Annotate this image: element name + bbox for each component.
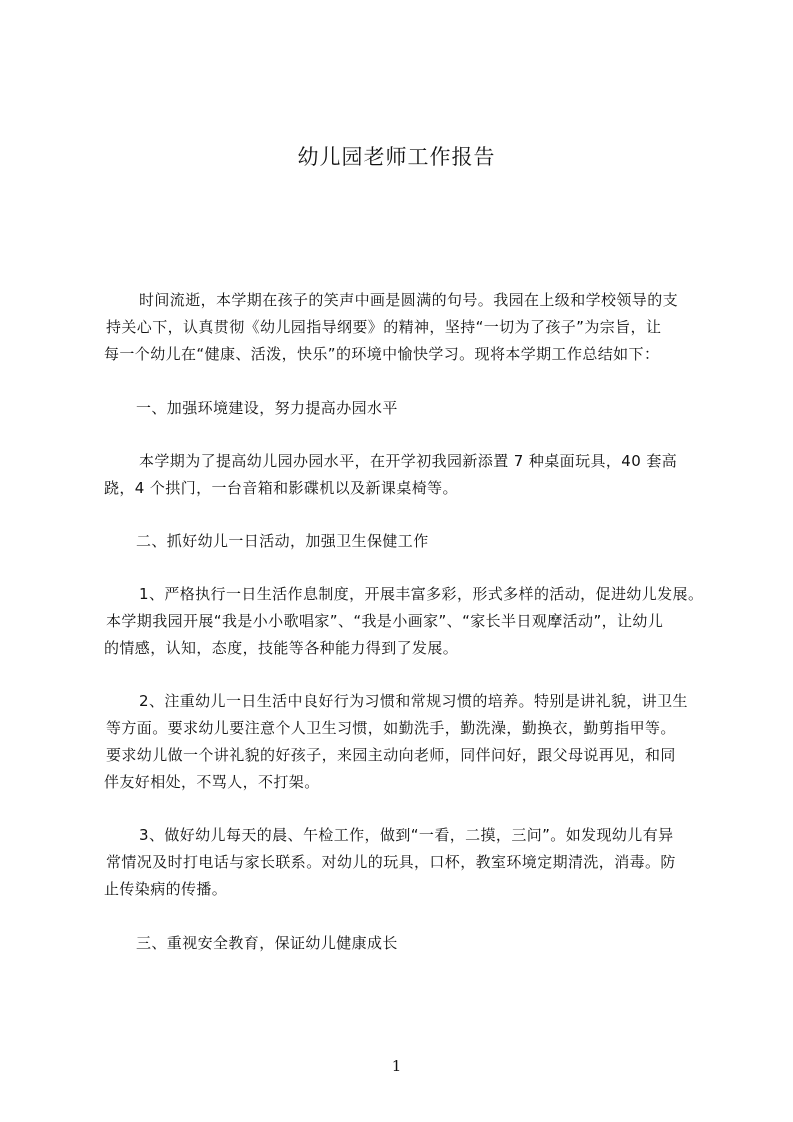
section-2-item-2-line-3: 要求幼儿做一个讲礼貌的好孩子，来园主动向老师，同伴问好，跟父母说再见，和同	[106, 746, 676, 764]
section-2-item-3-line-1: 3、做好幼儿每天的晨、午检工作，做到“一看，二摸，三问”。如发现幼儿有异	[139, 826, 674, 844]
section-2-item-2-line-1: 2、注重幼儿一日生活中良好行为习惯和常规习惯的培养。特别是讲礼貌，讲卫生	[139, 692, 688, 710]
intro-line-2: 持关心下，认真贯彻《幼儿园指导纲要》的精神，坚持“一切为了孩子”为宗旨，让	[106, 318, 662, 336]
section-2-item-1-line-3: 的情感，认知，态度，技能等各种能力得到了发展。	[104, 639, 459, 657]
section-1-line-2: 跷，4 个拱门，一台音箱和影碟机以及新课桌椅等。	[104, 479, 458, 497]
section-2-heading: 二、抓好幼儿一日活动，加强卫生保健工作	[136, 532, 429, 550]
section-2-item-1-line-1: 1、严格执行一日生活作息制度，开展丰富多彩，形式多样的活动，促进幼儿发展。	[139, 585, 704, 603]
intro-line-1: 时间流逝，本学期在孩子的笑声中画是圆满的句号。我园在上级和学校领导的支	[139, 291, 679, 309]
page-number: 1	[391, 1057, 402, 1075]
section-3-heading: 三、重视安全教育，保证幼儿健康成长	[136, 934, 398, 952]
section-1-heading: 一、加强环境建设，努力提高办园水平	[136, 399, 398, 417]
section-2-item-2-line-2: 等方面。要求幼儿要注意个人卫生习惯，如勤洗手，勤洗澡，勤换衣，勤剪指甲等。	[106, 719, 676, 737]
document-title: 幼儿园老师工作报告	[297, 145, 496, 169]
section-2-item-1-line-2: 本学期我园开展“我是小小歌唱家”、“我是小画家”、“家长半日观摩活动”，让幼儿	[106, 612, 664, 630]
section-2-item-2-line-4: 伴友好相处，不骂人，不打架。	[104, 773, 320, 791]
intro-line-3: 每一个幼儿在“健康、活泼，快乐”的环境中愉快学习。现将本学期工作总结如下：	[104, 345, 660, 363]
section-1-line-1: 本学期为了提高幼儿园办园水平，在开学初我园新添置 7 种桌面玩具，40 套高	[139, 452, 678, 470]
section-2-item-3-line-3: 止传染病的传播。	[104, 880, 228, 898]
section-2-item-3-line-2: 常情况及时打电话与家长联系。对幼儿的玩具，口杯，教室环境定期清洗，消毒。防	[106, 853, 676, 871]
